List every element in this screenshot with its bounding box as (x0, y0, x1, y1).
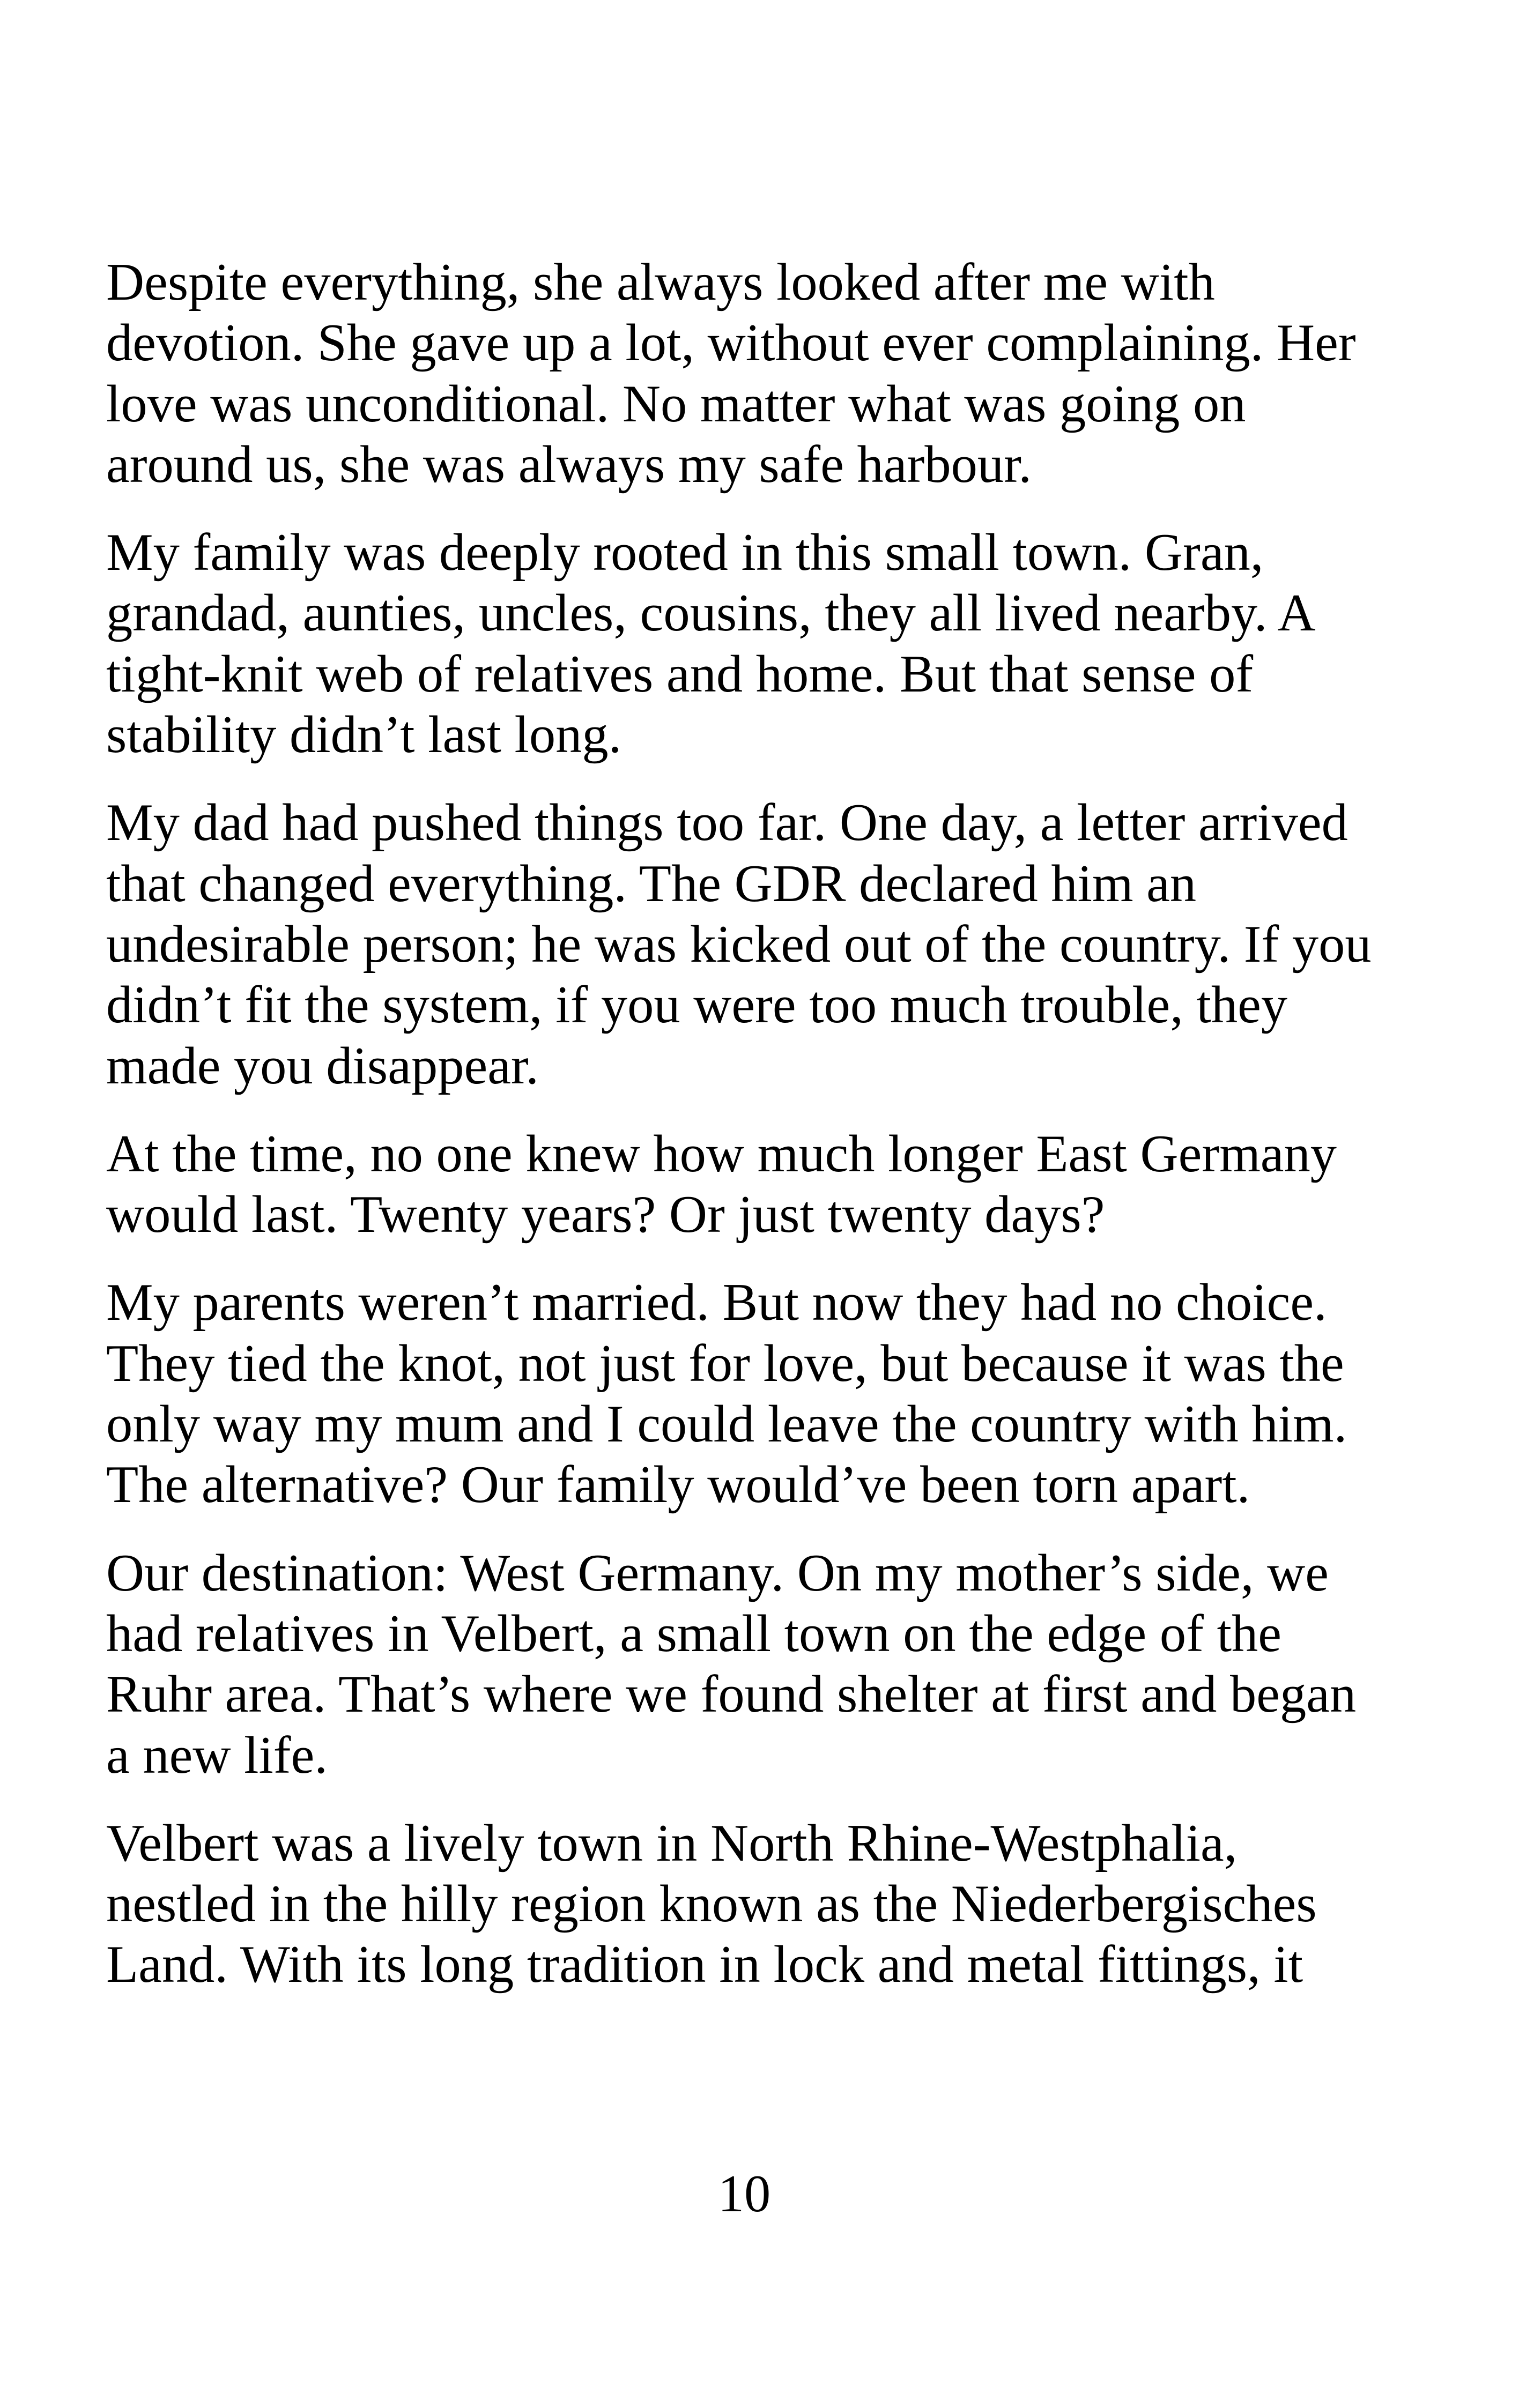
text-line: The alternative? Our family would’ve been torn apart. (106, 1455, 1250, 1514)
text-line: They tied the knot, not just for love, but because it was the (106, 1334, 1344, 1393)
paragraph (106, 1543, 1404, 1786)
text-line: devotion. She gave up a lot, without ever complaining. Her (106, 314, 1356, 373)
text-line: undesirable person; he was kicked out of the country. If you (106, 915, 1372, 973)
text-line: Our destination: West Germany. On my mother’s side, we (106, 1543, 1329, 1602)
text-line: tight-knit web of relatives and home. But that sense of (106, 644, 1254, 703)
text-line: a new life. (106, 1726, 328, 1785)
text-line: around us, she was always my safe harbour. (106, 435, 1032, 494)
text-line: stability didn’t last long. (106, 705, 622, 764)
paragraph (106, 522, 1404, 765)
text-line: love was unconditional. No matter what was going on (106, 374, 1246, 433)
text-line: Velbert was a lively town in North Rhine-Westphalia, (106, 1814, 1238, 1872)
text-line: didn’t fit the system, if you were too much trouble, they (106, 976, 1288, 1035)
text-line: Despite everything, she always looked after me with (106, 253, 1215, 311)
paragraph (106, 792, 1404, 1096)
text-line: grandad, aunties, uncles, cousins, they all lived nearby. A (106, 584, 1316, 643)
text-line: My parents weren’t married. But now they had no choice. (106, 1273, 1327, 1332)
paragraph (106, 252, 1404, 495)
text-line: My family was deeply rooted in this small town. Gran, (106, 523, 1264, 582)
text-line: At the time, no one knew how much longer East Germany (106, 1124, 1337, 1183)
text-line: made you disappear. (106, 1036, 539, 1095)
page-number: 10 (717, 2165, 771, 2223)
text-line: Land. With its long tradition in lock and metal fittings, it (106, 1935, 1303, 1994)
text-line: Ruhr area. That’s where we found shelter at first and began (106, 1665, 1357, 1724)
paragraph (106, 1124, 1404, 1245)
text-line: nestled in the hilly region known as the Niederbergisches (106, 1875, 1317, 1934)
text-line: only way my mum and I could leave the country with him. (106, 1395, 1347, 1454)
text-line: My dad had pushed things too far. One day, a letter arrived (106, 793, 1348, 852)
paragraph (106, 1272, 1404, 1515)
body-text (106, 252, 1404, 1995)
text-line: had relatives in Velbert, a small town on the edge of the (106, 1604, 1281, 1663)
text-line: would last. Twenty years? Or just twenty days? (106, 1185, 1105, 1244)
text-line: that changed everything. The GDR declared him an (106, 854, 1197, 913)
paragraph (106, 1813, 1404, 1995)
